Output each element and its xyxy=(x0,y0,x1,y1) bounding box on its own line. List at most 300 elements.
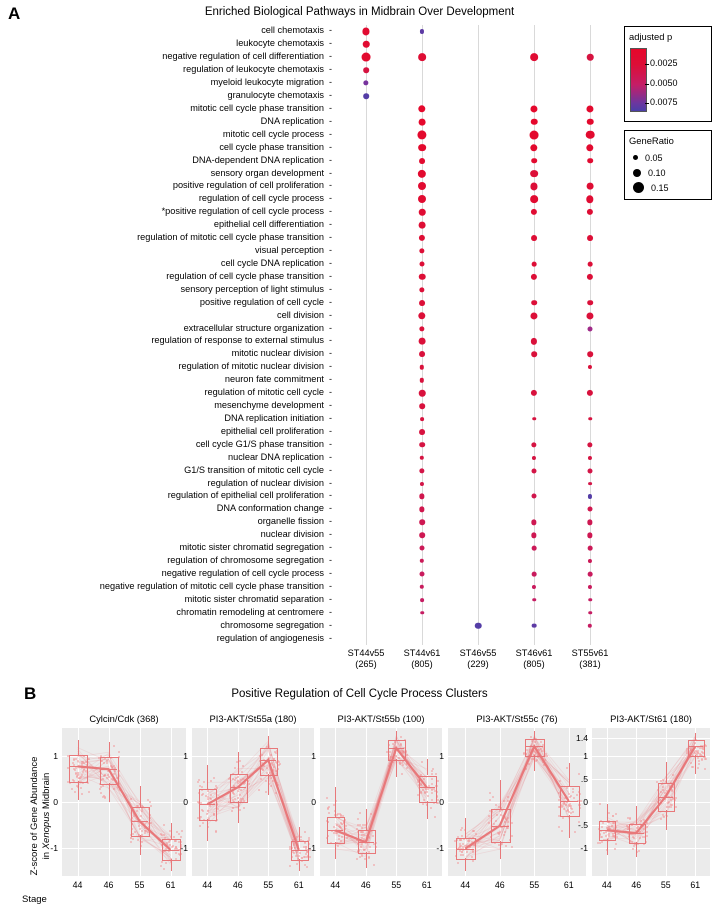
dotplot-point xyxy=(418,169,426,177)
dotplot-row-tick: - xyxy=(329,567,332,578)
dotplot-point xyxy=(417,130,426,139)
dotplot-point xyxy=(588,546,593,551)
dotplot-point xyxy=(586,105,593,112)
legend-adjusted-p-tickmark xyxy=(645,84,649,85)
dotplot-point xyxy=(363,67,369,73)
y-axis-label-line1: Z-score of Gene Abundance xyxy=(29,756,40,876)
dotplot-row-tick: - xyxy=(329,51,332,62)
dotplot-point xyxy=(420,29,424,33)
boxplot-y-tick-label: 1 xyxy=(439,751,444,762)
boxplot-trend-lines xyxy=(448,728,586,876)
dotplot-column-label xyxy=(348,648,385,670)
boxplot-facet xyxy=(180,713,314,890)
dotplot-point xyxy=(420,598,424,602)
dotplot-row-label: regulation of mitotic nuclear division xyxy=(178,361,324,372)
legend-generatio-item xyxy=(633,150,707,165)
boxplot-trend-lines xyxy=(192,728,314,876)
boxplot-x-tick-label: 44 xyxy=(202,880,213,890)
dotplot-point xyxy=(419,235,425,241)
boxplot-facet-title: PI3-AKT/St55a (180) xyxy=(209,713,297,724)
dotplot-row-tick: - xyxy=(329,77,332,88)
dotplot-row-tick: - xyxy=(329,141,332,152)
dotplot-row-tick: - xyxy=(329,90,332,101)
dotplot-row-label: mesenchyme development xyxy=(214,400,324,411)
dotplot-column-label xyxy=(572,648,609,670)
dotplot-point xyxy=(420,456,424,460)
dotplot-point xyxy=(419,300,425,306)
dotplot-point xyxy=(587,533,592,538)
dotplot-column-label xyxy=(516,648,553,670)
dotplot-point xyxy=(588,559,592,563)
dotplot-point xyxy=(531,520,536,525)
dotplot-point xyxy=(586,144,593,151)
dotplot-point xyxy=(475,622,482,629)
boxplot-panel xyxy=(448,728,586,876)
dotplot-row-tick: - xyxy=(329,167,332,178)
dotplot-point xyxy=(531,119,538,126)
dotplot-point xyxy=(532,623,537,628)
dotplot-column-count: (805) xyxy=(523,659,545,669)
dotplot-column-label xyxy=(404,648,441,670)
boxplot-y-tick-label: 1 xyxy=(53,751,58,762)
dotplot-point xyxy=(419,222,426,229)
dotplot-point xyxy=(530,183,537,190)
dotplot-point xyxy=(419,274,426,281)
dotplot-row-label: DNA-dependent DNA replication xyxy=(192,154,324,165)
dotplot-row-label: mitotic cell cycle phase transition xyxy=(190,102,324,113)
legend-generatio-items xyxy=(629,150,707,195)
dotplot-point xyxy=(588,468,593,473)
dotplot-row-label: DNA replication xyxy=(260,115,324,126)
boxplot-y-tick-label: -1 xyxy=(580,842,588,853)
boxplot-x-tick-label: 44 xyxy=(601,880,612,890)
boxplot-y-tick-label: -1 xyxy=(50,842,58,853)
dotplot-row-label: sensory perception of light stimulus xyxy=(180,283,324,294)
panel-a-title: Enriched Biological Pathways in Midbrain Over Development xyxy=(204,6,515,18)
dotplot-point xyxy=(587,442,592,447)
boxplot-x-tick-label: 55 xyxy=(660,880,671,890)
dotplot-row-tick: - xyxy=(329,296,332,307)
dotplot-point xyxy=(587,390,593,396)
boxplot-panel xyxy=(192,728,314,876)
dotplot-point xyxy=(419,403,425,409)
y-axis-label-line2: in Xenopus Midbrain xyxy=(41,772,52,860)
boxplot-x-tick-label: 46 xyxy=(494,880,505,890)
dotplot-point xyxy=(420,546,425,551)
dotplot-row-tick: - xyxy=(329,270,332,281)
dotplot-point xyxy=(532,546,537,551)
dotplot-canvas xyxy=(338,25,618,645)
dotplot-row-tick: - xyxy=(329,219,332,230)
dotplot-row-label: negative regulation of cell cycle process xyxy=(161,567,324,578)
dotplot-point xyxy=(419,158,425,164)
dotplot-row-tick: - xyxy=(329,606,332,617)
dotplot-point xyxy=(363,41,370,48)
dotplot-point xyxy=(363,80,368,85)
dotplot-point xyxy=(587,235,593,241)
boxplot-panel xyxy=(62,728,186,876)
dotplot-row-tick: - xyxy=(329,477,332,488)
legend-adjusted-p-tickmark xyxy=(645,103,649,104)
dotplot-row-label: extracellular structure organization xyxy=(183,322,324,333)
legend-generatio-label: 0.05 xyxy=(645,152,663,163)
boxplot-trend-lines xyxy=(320,728,442,876)
dotplot-point xyxy=(586,130,595,139)
boxplot-facet xyxy=(436,713,586,890)
dotplot-point xyxy=(419,507,424,512)
dotplot-point xyxy=(587,274,593,280)
dotplot-point xyxy=(532,585,536,589)
dotplot-point xyxy=(531,158,537,164)
dotplot-point xyxy=(419,351,425,357)
dotplot-point xyxy=(530,105,537,112)
dotplot-point xyxy=(419,326,424,331)
boxplot-y-tick-label: 0 xyxy=(311,797,316,807)
dotplot-point xyxy=(420,417,424,421)
boxplot-y-tick-label: .5 xyxy=(580,774,588,785)
dotplot-row-tick: - xyxy=(329,245,332,256)
dotplot-row-label: regulation of chromosome segregation xyxy=(167,555,324,566)
dotplot-row-tick: - xyxy=(329,529,332,540)
dotplot-row-label: leukocyte chemotaxis xyxy=(236,38,324,49)
dotplot-point xyxy=(363,93,369,99)
boxplot-x-tick-label: 46 xyxy=(631,880,642,890)
dotplot-row-label: cell division xyxy=(277,309,324,320)
dotplot-row-label: regulation of response to external stimulus xyxy=(151,335,324,346)
boxplot-x-tick-label: 55 xyxy=(529,880,540,890)
dotplot-point xyxy=(419,248,424,253)
legend-generatio xyxy=(624,130,712,200)
dotplot-row-label: chromosome segregation xyxy=(220,619,324,630)
dotplot-point xyxy=(531,442,536,447)
dotplot-point xyxy=(531,209,537,215)
dotplot-column-count: (265) xyxy=(355,659,377,669)
legend-adjusted-p-tick: 0.0050 xyxy=(650,77,678,88)
dotplot-row-label: DNA conformation change xyxy=(216,503,324,514)
dotplot-point xyxy=(420,365,424,369)
boxplot-facet-title: Cylcin/Cdk (368) xyxy=(89,713,159,724)
dotplot-row-label: neuron fate commitment xyxy=(224,374,324,385)
boxplot-y-tick-label: -1 xyxy=(308,842,316,853)
dotplot-column-name: ST46v61 xyxy=(515,648,553,658)
dotplot-row-tick: - xyxy=(329,580,332,591)
dotplot-column-name: ST44v61 xyxy=(403,648,441,658)
panel-b xyxy=(0,684,719,919)
dotplot-point xyxy=(532,494,537,499)
dotplot-row-label: cell cycle phase transition xyxy=(219,141,324,152)
dotplot-column-count: (381) xyxy=(579,659,601,669)
dotplot-row-tick: - xyxy=(329,425,332,436)
dotplot-point xyxy=(588,262,593,267)
dotplot-row-tick: - xyxy=(329,400,332,411)
legend-adjusted-p-tickmark xyxy=(645,64,649,65)
dotplot-point xyxy=(588,572,593,577)
dotplot-row-label: mitotic cell cycle process xyxy=(222,128,324,139)
boxplot-x-tick-label: 46 xyxy=(103,880,114,890)
dotplot-row-label: granulocyte chemotaxis xyxy=(227,90,324,101)
dotplot-row-label: epithelial cell differentiation xyxy=(213,219,324,230)
dotplot-row-tick: - xyxy=(329,232,332,243)
dotplot-row-label: chromatin remodeling at centromere xyxy=(176,606,324,617)
boxplot-x-tick-label: 46 xyxy=(360,880,371,890)
dotplot-point xyxy=(362,53,371,62)
boxplot-x-tick-label: 55 xyxy=(263,880,274,890)
legend-generatio-label: 0.10 xyxy=(648,167,666,178)
dotplot-row-label: cell cycle DNA replication xyxy=(220,257,324,268)
dotplot-point xyxy=(530,130,539,139)
dotplot-point xyxy=(531,274,537,280)
dotplot-row-label: cell chemotaxis xyxy=(261,25,324,36)
dotplot-row-label: myeloid leukocyte migration xyxy=(210,77,324,88)
dotplot-point xyxy=(420,261,425,266)
dotplot-row-label: G1/S transition of mitotic cell cycle xyxy=(184,464,324,475)
dotplot-row-tick: - xyxy=(329,257,332,268)
dotplot-row-label: negative regulation of mitotic cell cycle phase transition xyxy=(99,580,324,591)
legend-generatio-dot xyxy=(633,169,641,177)
dotplot-point xyxy=(531,533,536,538)
dotplot-point xyxy=(531,390,537,396)
dotplot-point xyxy=(588,417,592,421)
boxplot-y-tick-label: 0 xyxy=(583,797,588,807)
dotplot-point xyxy=(530,312,537,319)
dotplot-row-tick: - xyxy=(329,38,332,49)
boxplot-y-tick-label: 1.4 xyxy=(576,733,588,744)
dotplot-column-name: ST44v55 xyxy=(347,648,385,658)
dotplot-row-label: DNA replication initiation xyxy=(224,412,324,423)
legend-generatio-dot xyxy=(633,182,644,193)
dotplot-row-label: organelle fission xyxy=(257,516,324,527)
dotplot-row-tick: - xyxy=(329,193,332,204)
dotplot-row-label: regulation of mitotic cell cycle phase transition xyxy=(137,232,324,243)
dotplot-point xyxy=(587,54,594,61)
dotplot-row-tick: - xyxy=(329,283,332,294)
dotplot-point xyxy=(587,183,594,190)
dotplot-row-label: negative regulation of cell differentiation xyxy=(162,51,324,62)
dotplot-column-count: (229) xyxy=(467,659,489,669)
boxplot-facet xyxy=(50,713,186,890)
dotplot-point xyxy=(587,520,592,525)
dotplot-point xyxy=(419,287,424,292)
dotplot-row-label: regulation of mitotic cell cycle xyxy=(204,387,324,398)
dotplot-row-label: mitotic sister chromatid separation xyxy=(184,593,324,604)
dotplot-point xyxy=(588,482,592,486)
panel-b-title: Positive Regulation of Cell Cycle Process Clusters xyxy=(231,688,488,700)
dotplot-point xyxy=(587,158,593,164)
dotplot-point xyxy=(532,598,536,602)
boxplot-trend-lines xyxy=(62,728,186,876)
boxplot-panel xyxy=(320,728,442,876)
boxplot-trend-lines xyxy=(592,728,710,876)
boxplot-y-tick-label: 0 xyxy=(53,797,58,807)
dotplot-point xyxy=(586,312,593,319)
dotplot-row-tick: - xyxy=(329,632,332,643)
dotplot-row-tick: - xyxy=(329,206,332,217)
boxplot-y-tick-label: 1 xyxy=(311,751,316,762)
boxplot-y-tick-label: -1 xyxy=(180,842,188,853)
dotplot-row-tick: - xyxy=(329,387,332,398)
legend-adjusted-p-title: adjusted p xyxy=(629,31,673,42)
dotplot-row-label: regulation of epithelial cell proliferation xyxy=(167,490,324,501)
legend-generatio-dot xyxy=(633,155,638,160)
dotplot-row-tick: - xyxy=(329,154,332,165)
dotplot-point xyxy=(420,585,424,589)
dotplot-row-label: regulation of leukocyte chemotaxis xyxy=(183,64,324,75)
boxplot-x-tick-label: 61 xyxy=(421,880,432,890)
boxplot-y-tick-label: -.5 xyxy=(577,819,588,830)
dotplot-point xyxy=(588,623,592,627)
dotplot-row-label: nuclear division xyxy=(260,529,324,540)
boxplot-facet xyxy=(576,713,710,890)
dotplot-row-tick: - xyxy=(329,335,332,346)
dotplot-row-tick: - xyxy=(329,374,332,385)
dotplot-point xyxy=(362,28,369,35)
dotplot-row-tick: - xyxy=(329,322,332,333)
dotplot-row-tick: - xyxy=(329,593,332,604)
dotplot-point xyxy=(530,53,538,61)
dotplot-row-tick: - xyxy=(329,180,332,191)
dotplot-row-tick: - xyxy=(329,412,332,423)
dotplot-point xyxy=(588,494,592,498)
dotplot-point xyxy=(419,429,425,435)
dotplot-column-label xyxy=(460,648,497,670)
dotplot-column-labels xyxy=(338,648,618,680)
boxplot-x-tick-label: 44 xyxy=(460,880,471,890)
dotplot-row-labels xyxy=(0,25,336,645)
dotplot-point xyxy=(420,571,425,576)
boxplot-y-tick-label: 0 xyxy=(183,797,188,807)
boxplot-facet-title: PI3-AKT/St55c (76) xyxy=(476,713,558,724)
dotplot-point xyxy=(531,300,537,306)
dotplot-row-tick: - xyxy=(329,128,332,139)
legend-adjusted-p-tick: 0.0075 xyxy=(650,96,678,107)
boxplot-mean-trend xyxy=(335,748,427,842)
dotplot-column-name: ST55v61 xyxy=(571,648,609,658)
dotplot-point xyxy=(587,119,594,126)
dotplot-point xyxy=(419,338,426,345)
dotplot-point xyxy=(418,53,426,61)
dotplot-point xyxy=(419,468,424,473)
dotplot-column-gridline xyxy=(478,25,479,645)
dotplot-point xyxy=(530,196,538,204)
dotplot-point xyxy=(420,481,424,485)
dotplot-row-tick: - xyxy=(329,516,332,527)
dotplot-point xyxy=(530,144,537,151)
dotplot-column-gridline xyxy=(366,25,367,645)
dotplot-point xyxy=(419,532,425,538)
panel-a-letter: A xyxy=(8,4,21,23)
dotplot-point xyxy=(418,144,426,152)
dotplot-row-label: positive regulation of cell proliferation xyxy=(172,180,324,191)
dotplot-row-tick: - xyxy=(329,348,332,359)
dotplot-row-tick: - xyxy=(329,503,332,514)
dotplot-row-label: mitotic sister chromatid segregation xyxy=(179,542,324,553)
dotplot-point xyxy=(419,519,425,525)
dotplot-point xyxy=(532,262,537,267)
boxplot-y-tick-label: -1 xyxy=(436,842,444,853)
dotplot-point xyxy=(588,456,592,460)
dotplot-point xyxy=(588,365,592,369)
dotplot-point xyxy=(531,235,537,241)
boxplot-x-tick-label: 44 xyxy=(330,880,341,890)
dotplot-point xyxy=(587,352,593,358)
dotplot-point xyxy=(588,585,592,589)
dotplot-point xyxy=(588,598,592,602)
legend-generatio-item xyxy=(633,180,707,195)
dotplot-point xyxy=(419,118,426,125)
dotplot-point xyxy=(420,378,424,382)
boxplot-panel xyxy=(592,728,710,876)
dotplot-point xyxy=(418,312,425,319)
dotplot-point xyxy=(418,105,425,112)
dotplot-row-label: regulation of nuclear division xyxy=(207,477,324,488)
dotplot-point xyxy=(419,390,426,397)
dotplot-point xyxy=(532,468,537,473)
dotplot-point xyxy=(586,196,593,203)
boxplot-x-tick-label: 61 xyxy=(690,880,701,890)
dotplot-row-tick: - xyxy=(329,115,332,126)
dotplot-row-label: regulation of angiogenesis xyxy=(216,632,324,643)
boxplot-y-tick-label: 1 xyxy=(183,751,188,762)
panel-b-letter: B xyxy=(24,684,37,703)
dotplot-row-tick: - xyxy=(329,490,332,501)
dotplot-row-label: positive regulation of cell cycle xyxy=(199,296,324,307)
dotplot-row-label: *positive regulation of cell cycle process xyxy=(161,206,324,217)
dotplot-point xyxy=(531,338,537,344)
dotplot-column-count: (805) xyxy=(411,659,433,669)
dotplot-point xyxy=(418,182,426,190)
boxplot-facet xyxy=(308,713,442,890)
dotplot-point xyxy=(532,572,537,577)
dotplot-row-tick: - xyxy=(329,451,332,462)
dotplot-point xyxy=(532,456,536,460)
dotplot-row-label: regulation of cell cycle process xyxy=(198,193,324,204)
dotplot-row-tick: - xyxy=(329,464,332,475)
boxplot-x-tick-label: 61 xyxy=(563,880,574,890)
dotplot-row-label: epithelial cell proliferation xyxy=(220,425,324,436)
dotplot-row-tick: - xyxy=(329,309,332,320)
dotplot-point xyxy=(530,170,538,178)
dotplot-row-tick: - xyxy=(329,361,332,372)
legend-generatio-label: 0.15 xyxy=(651,182,669,193)
dotplot-point xyxy=(420,611,424,615)
dotplot-point xyxy=(419,209,426,216)
legend-adjusted-p-tick: 0.0025 xyxy=(650,57,678,68)
panel-b-x-axis-label: Stage xyxy=(22,894,47,905)
boxplot-y-tick-label: 0 xyxy=(439,797,444,807)
dotplot-point xyxy=(418,195,426,203)
boxplot-x-tick-label: 46 xyxy=(232,880,243,890)
dotplot-row-tick: - xyxy=(329,102,332,113)
boxplot-x-tick-label: 61 xyxy=(165,880,176,890)
dotplot-row-tick: - xyxy=(329,438,332,449)
dotplot-row-tick: - xyxy=(329,555,332,566)
dotplot-row-label: regulation of cell cycle phase transition xyxy=(166,270,324,281)
legend-generatio-title: GeneRatio xyxy=(629,135,674,146)
dotplot-point xyxy=(588,326,593,331)
dotplot-row-label: mitotic nuclear division xyxy=(231,348,324,359)
boxplot-facet-title: PI3-AKT/St55b (100) xyxy=(337,713,425,724)
dotplot-point xyxy=(419,442,425,448)
dotplot-point xyxy=(588,611,592,615)
dotplot-row-label: cell cycle G1/S phase transition xyxy=(195,438,324,449)
dotplot-row-tick: - xyxy=(329,25,332,36)
dotplot-row-tick: - xyxy=(329,64,332,75)
dotplot-row-tick: - xyxy=(329,542,332,553)
boxplot-y-tick-label: 1 xyxy=(583,751,588,762)
boxplot-x-tick-label: 55 xyxy=(391,880,402,890)
dotplot-row-label: visual perception xyxy=(255,245,324,256)
boxplot-x-tick-label: 61 xyxy=(293,880,304,890)
